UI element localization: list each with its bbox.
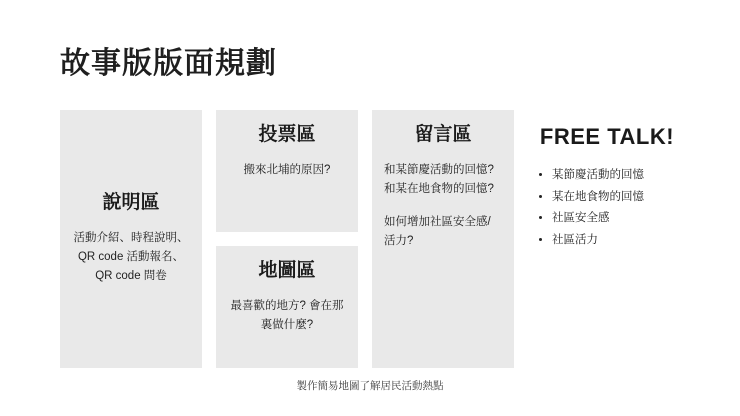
card-body-text: 搬來北埔的原因?: [243, 163, 331, 176]
column-2: [216, 110, 358, 368]
card-heading: 說明區: [102, 192, 160, 214]
card-heading: 地圖區: [258, 260, 316, 281]
card-body-text: 最喜歡的地方? 會在那裏做什麼?: [230, 299, 344, 331]
page-title: 故事版版面規劃: [60, 47, 277, 80]
card-free-talk-area: [528, 110, 680, 368]
column-4: [528, 110, 680, 368]
list-item: • 某節慶活動的回憶: [552, 166, 680, 186]
list-item: • 社區活力: [552, 231, 680, 251]
column-3: [372, 110, 514, 368]
list-item: • 社區安全感: [552, 209, 680, 229]
card-message-area: [372, 110, 514, 368]
card-heading: FREE TALK!: [539, 124, 675, 149]
card-heading: 留言區: [414, 124, 472, 145]
card-body-text: 和某節慶活動的回憶? 和某在地食物的回憶?: [384, 163, 494, 195]
card-body-text-secondary: 如何增加社區安全感/活力?: [384, 215, 491, 247]
free-talk-bullet-list: [534, 166, 680, 250]
card-map-area: [216, 246, 358, 368]
card-description-area: [60, 110, 202, 368]
column-1: [60, 110, 202, 368]
card-voting-area: [216, 110, 358, 232]
card-heading: 投票區: [258, 124, 316, 145]
card-body-text: 活動介紹、時程說明、QR code 活動報名、QR code 問卷: [73, 231, 189, 282]
slide-footnote: 製作簡易地圖了解居民活動熱點: [296, 380, 444, 392]
content-columns: [60, 110, 680, 368]
list-item: • 某在地食物的回憶: [552, 188, 680, 208]
